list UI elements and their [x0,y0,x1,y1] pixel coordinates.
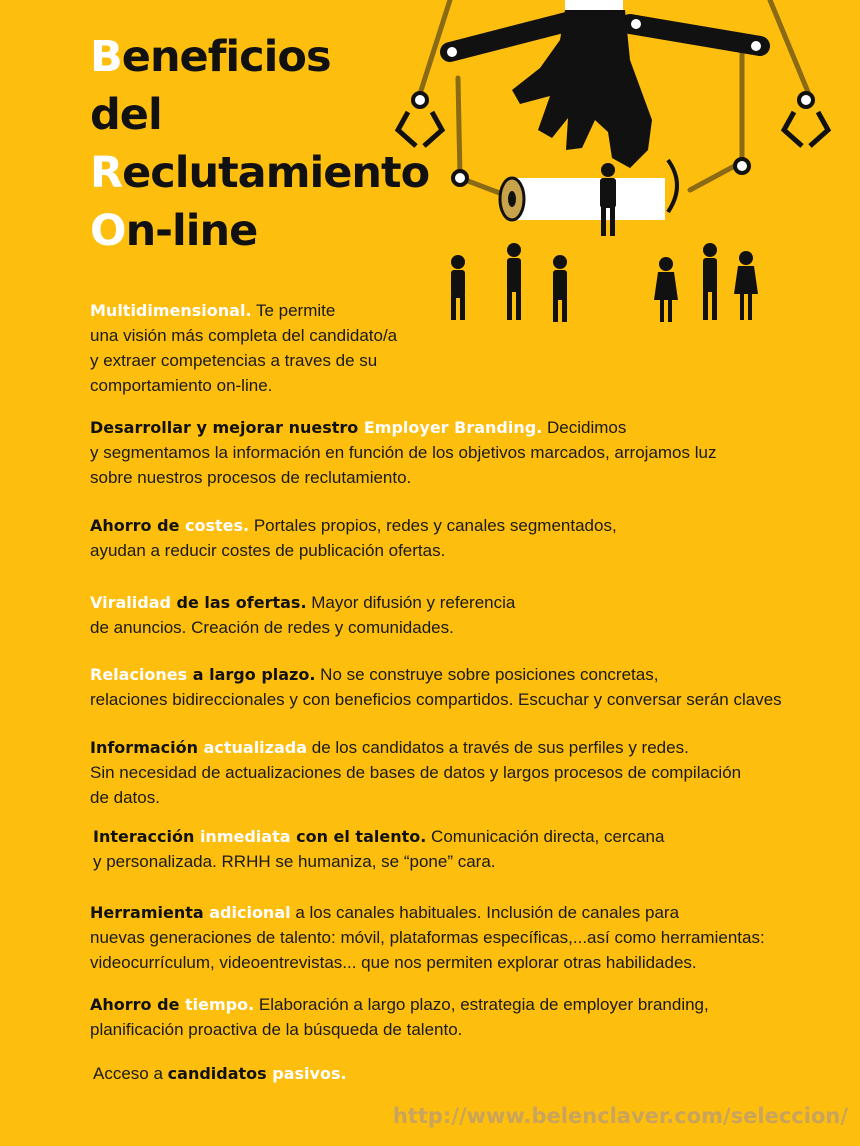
people-silhouettes [451,243,758,322]
benefit-interaccion: Interacción inmediata con el talento. Comunicación directa, cercana y personalizada. RRHH se humaniza, se “pone” cara. [93,827,665,871]
benefit-viralidad: Viralidad de las ofertas. Mayor difusión y referencia de anuncios. Creación de redes y comunidades. [90,593,516,637]
paper-roll [500,178,665,220]
benefit-relaciones: Relaciones a largo plazo. No se construye sobre posiciones concretas, relaciones bidireccionales y con beneficios compartidos. Escuchar y conversar serán claves [90,665,782,709]
page-title [90,28,429,260]
benefit-employer-branding: Desarrollar y mejorar nuestro Employer Branding. Decidimos y segmentamos la información en función de los objetivos marcados, arrojamos luz sobre nuestros procesos de reclutamiento. [90,418,717,487]
title-line-2: del [90,90,162,140]
benefit-informacion: Información actualizada de los candidatos a través de sus perfiles y redes. Sin necesidad de actualizaciones de bases de datos y largos procesos de compilación de datos. [90,738,742,807]
left-claw [398,112,442,146]
bracket [668,160,677,212]
benefit-multidimensional: Multidimensional. Te permite una visión más completa del candidato/a y extraer competencias a traves de su comportamiento on-line. [90,301,398,395]
title-line-3: Reclutamiento [90,148,430,198]
title-line-1: Beneficios [90,32,331,82]
selected-person [600,163,616,236]
benefit-herramienta: Herramienta adicional a los canales habituales. Inclusión de canales para nuevas generaciones de talento: móvil, plataformas específicas,...así como herramientas: videocurrículum, videoentrevistas... que nos permiten explorar otras habilidades. [90,903,765,972]
benefit-ahorro-tiempo: Ahorro de tiempo. Elaboración a largo plazo, estrategia de employer branding, planificación proactiva de la búsqueda de talento. [90,995,709,1039]
benefit-ahorro-costes: Ahorro de costes. Portales propios, redes y canales segmentados, ayudan a reducir costes de publicación ofertas. [90,516,617,560]
right-claw [784,112,828,146]
title-line-4: On-line [90,206,258,256]
recruitment-hand-illustration [390,0,860,330]
source-url: http://www.belenclaver.com/seleccion/ [392,1104,848,1128]
benefit-candidatos-pasivos: Acceso a candidatos pasivos. [93,1064,347,1083]
left-robot-arm [418,0,505,195]
